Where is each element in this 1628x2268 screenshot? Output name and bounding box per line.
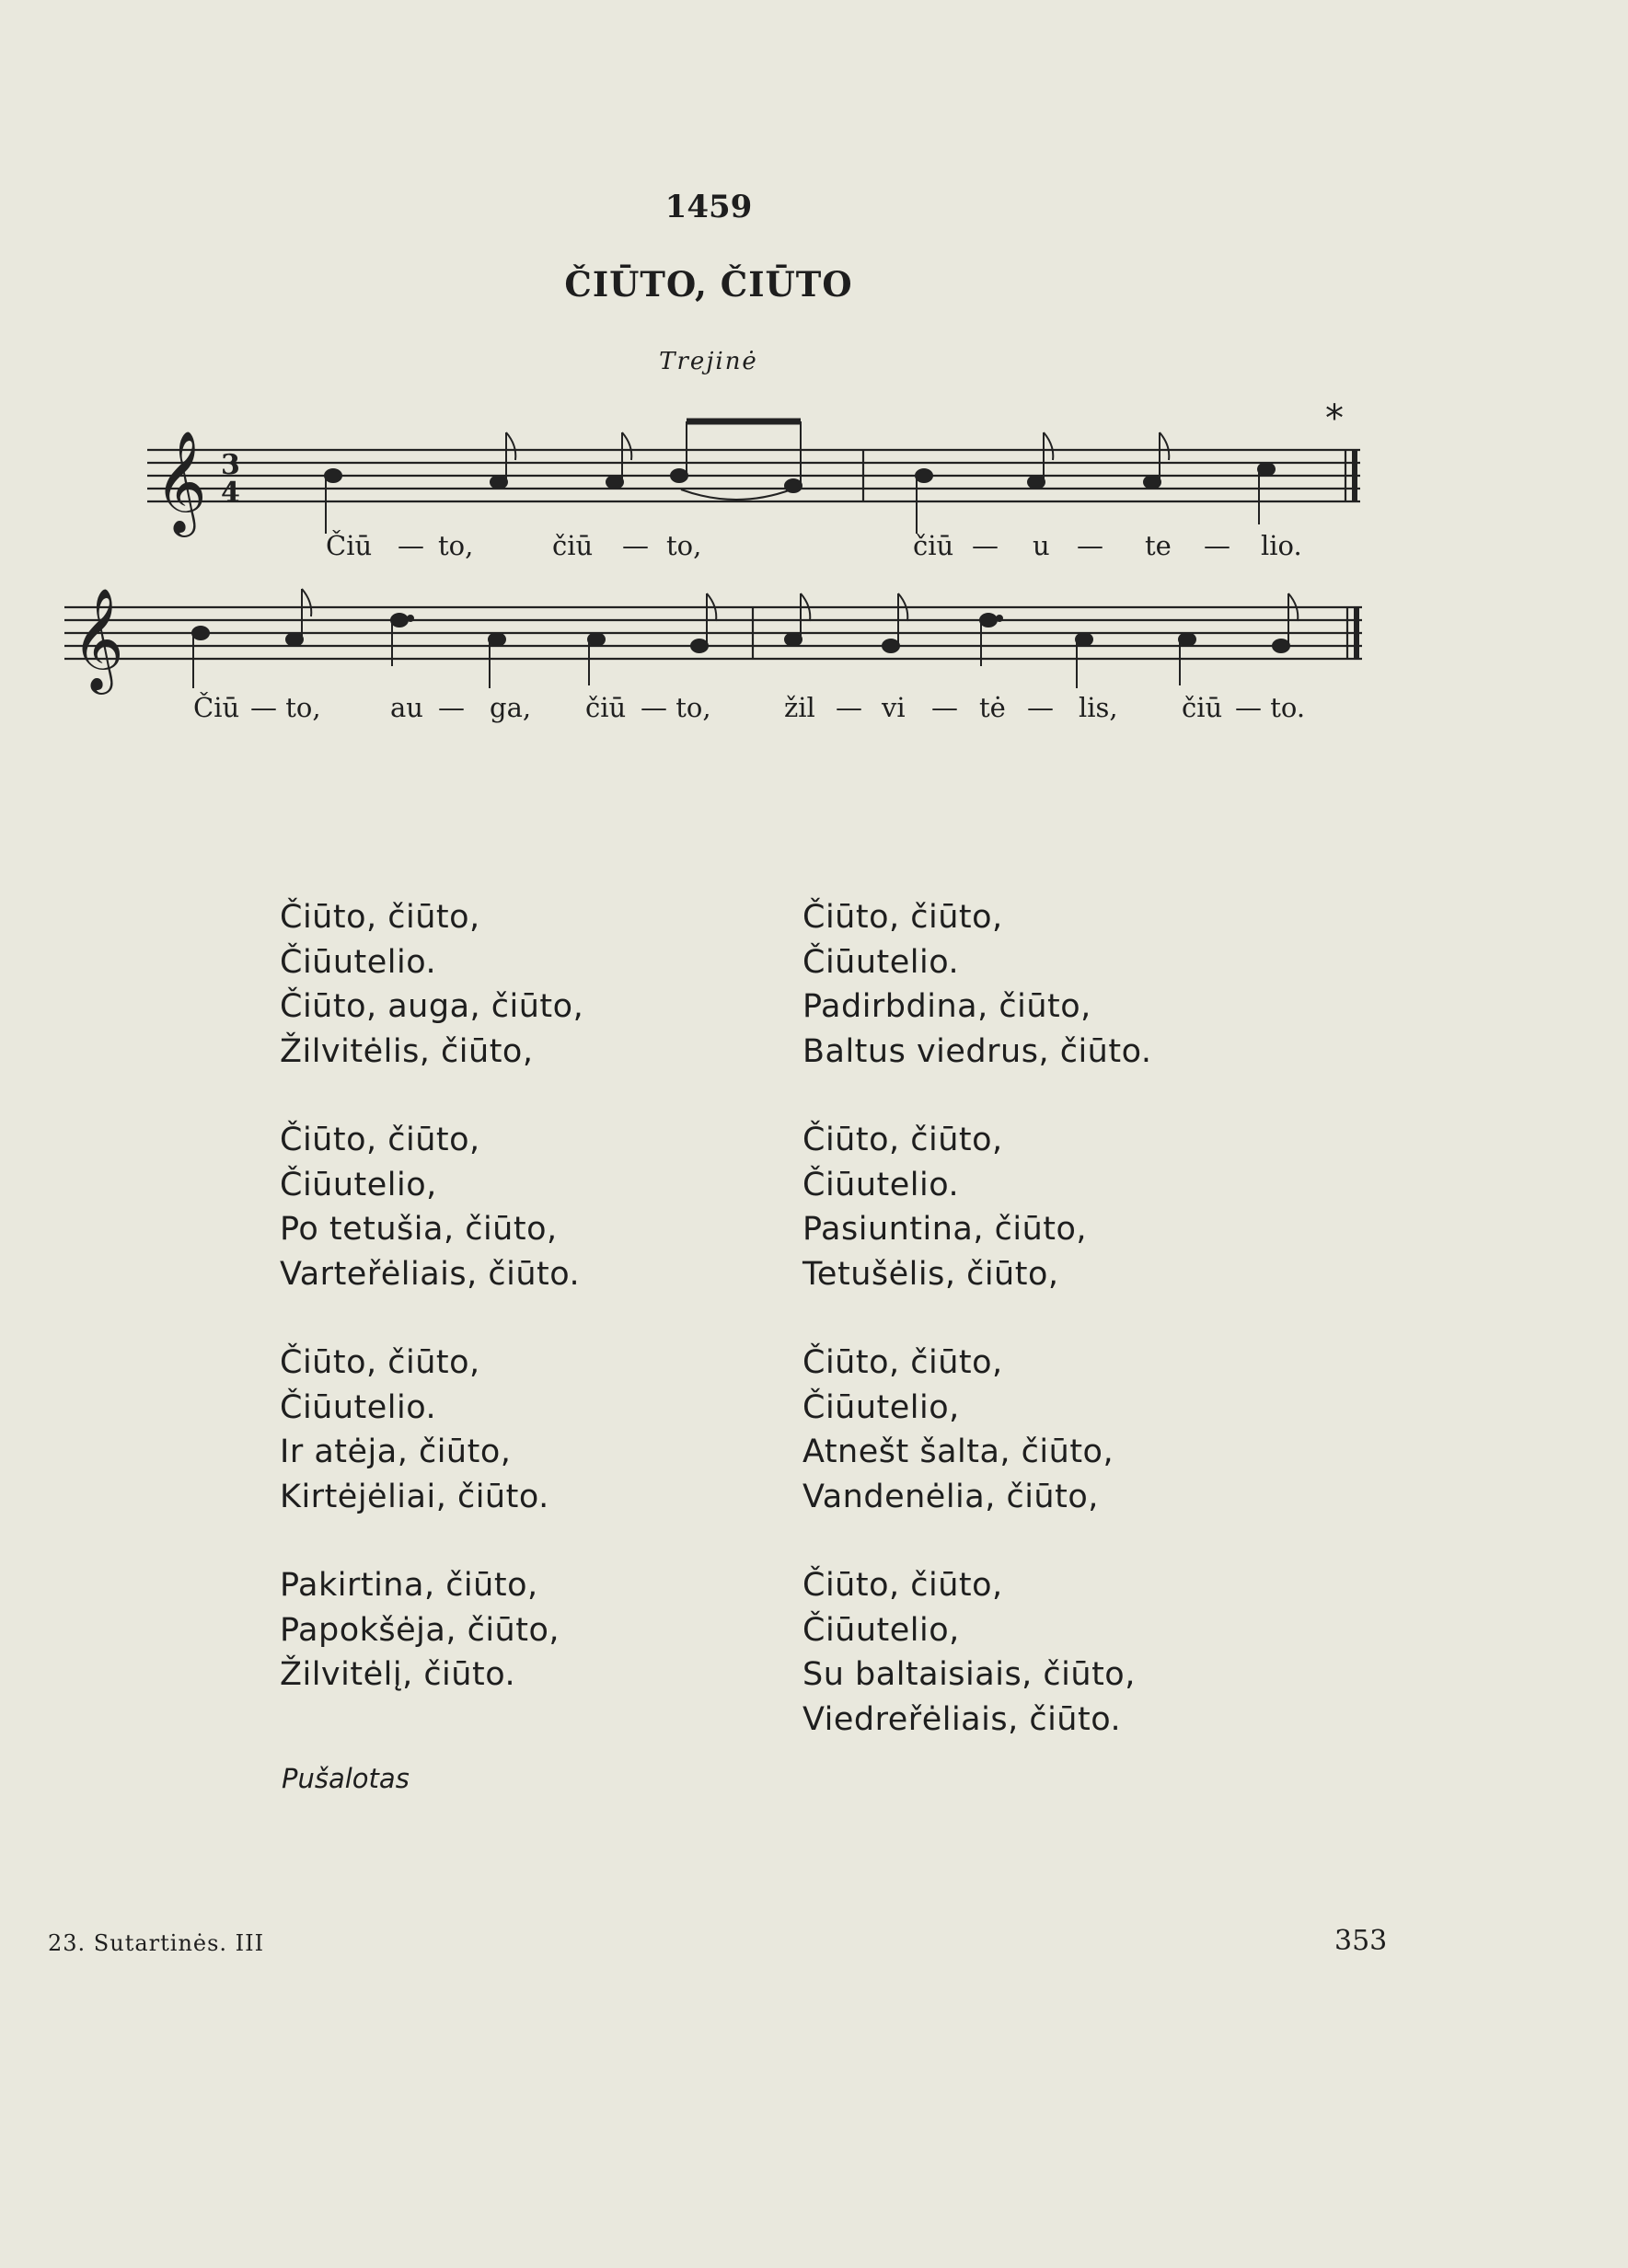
verse-line: Čiūutelio,: [802, 1611, 960, 1649]
verse-line: Čiūutelio.: [280, 943, 437, 981]
lyric-syllable: tė: [979, 692, 1006, 723]
lyric-syllable: to,: [438, 530, 474, 561]
lyric-dash: —: [836, 692, 862, 723]
stanza-left-3: [280, 1341, 549, 1519]
verse-line: Žilvitėlis, čiūto,: [280, 1032, 534, 1070]
verse-line: Pakirtina, čiūto,: [280, 1567, 538, 1604]
song-number: 1459: [664, 189, 753, 225]
tempo-marking: Trejinė: [659, 348, 758, 375]
stanza-right-3: [802, 1341, 1114, 1519]
verse-line: Vandenėlia, čiūto,: [802, 1478, 1099, 1515]
lyric-dash: —: [1204, 530, 1230, 561]
lyric-dash: —: [398, 530, 424, 561]
lyric-syllable: au: [390, 692, 423, 723]
lyric-syllable: lio.: [1261, 530, 1302, 561]
verse-line: Padirbdina, čiūto,: [802, 988, 1091, 1025]
verse-line: Čiūutelio,: [280, 1166, 437, 1203]
lyric-syllable: u: [1033, 530, 1050, 561]
lyric-syllable: — to,: [250, 692, 321, 723]
lyric-syllable: čiū: [585, 692, 627, 723]
verse-line: Pasiuntina, čiūto,: [802, 1211, 1088, 1248]
verse-line: Čiūutelio.: [280, 1388, 437, 1426]
verse-line: Čiūto, čiūto,: [280, 899, 480, 936]
verse-line: Žilvitėlį, čiūto.: [280, 1656, 516, 1693]
verse-line: Čiūutelio.: [802, 1166, 960, 1203]
verse-line: Varteřėliais, čiūto.: [280, 1255, 581, 1293]
lyric-syllable: te: [1145, 530, 1172, 561]
lyric-syllable: — to.: [1235, 692, 1306, 723]
lyric-dash: —: [931, 692, 958, 723]
verse-line: Po tetušia, čiūto,: [280, 1211, 558, 1248]
page-number: 353: [1334, 1925, 1388, 1957]
lyric-syllable: čiū: [913, 530, 954, 561]
lyric-dash: —: [622, 530, 649, 561]
verse-line: Čiūto, čiūto,: [802, 899, 1003, 936]
lyric-syllable: Čiū: [193, 692, 240, 723]
verse-line: Tetušėlis, čiūto,: [802, 1255, 1059, 1293]
lyric-syllable: Čiū: [326, 530, 373, 561]
verse-line: Ir atėja, čiūto,: [280, 1433, 512, 1470]
song-title: ČIŪTO, ČIŪTO: [564, 264, 853, 305]
verse-line: Baltus viedrus, čiūto.: [802, 1032, 1152, 1070]
verse-line: Atnešt šalta, čiūto,: [802, 1433, 1114, 1470]
lyric-syllable: čiū: [1182, 692, 1223, 723]
verse-line: Čiūto, čiūto,: [802, 1344, 1003, 1381]
verse-line: Čiūto, auga, čiūto,: [280, 988, 584, 1025]
source-location: Pušalotas: [282, 1763, 410, 1794]
music-score: [0, 0, 1628, 736]
lyric-syllable: — to,: [641, 692, 711, 723]
lyric-syllable: to,: [666, 530, 702, 561]
lyric-dash: —: [972, 530, 999, 561]
verse-line: Su baltaisiais, čiūto,: [802, 1656, 1136, 1693]
footer-signature: 23. Sutartinės. III: [48, 1930, 265, 1956]
asterisk-mark: *: [1325, 397, 1344, 440]
lyric-syllable: lis,: [1079, 692, 1118, 723]
svg-text:4: 4: [221, 477, 240, 509]
stanza-right-4: [802, 1563, 1136, 1742]
verse-line: Čiūto, čiūto,: [280, 1122, 480, 1158]
music-staff-svg: [0, 0, 1628, 736]
verse-line: Čiūto, čiūto,: [802, 1122, 1003, 1158]
verse-line: Papokšėja, čiūto,: [280, 1611, 560, 1649]
lyric-syllable: vi: [882, 692, 906, 723]
svg-text:3: 3: [221, 449, 240, 481]
verse-line: Viedreřėliais, čiūto.: [802, 1700, 1122, 1738]
stanza-left-2: [280, 1118, 580, 1296]
lyric-syllable: ga,: [490, 692, 532, 723]
stanza-right-1: [802, 895, 1152, 1074]
stanza-right-2: [802, 1118, 1087, 1296]
verse-line: Kirtėjėliai, čiūto.: [280, 1478, 549, 1515]
lyric-dash: —: [1077, 530, 1103, 561]
lyric-syllable: čiū: [552, 530, 594, 561]
stanza-left-1: [280, 895, 583, 1074]
verse-line: Čiūutelio.: [802, 943, 960, 981]
lyric-dash: —: [438, 692, 465, 723]
verse-line: Čiūto, čiūto,: [280, 1344, 480, 1381]
lyric-dash: —: [1027, 692, 1054, 723]
verse-line: Čiūto, čiūto,: [802, 1567, 1003, 1604]
stanza-left-4: [280, 1563, 560, 1698]
verse-line: Čiūutelio,: [802, 1388, 960, 1426]
svg-text:𝄞: 𝄞: [72, 587, 124, 690]
svg-text:𝄞: 𝄞: [155, 430, 207, 533]
lyric-syllable: žil: [784, 692, 815, 723]
